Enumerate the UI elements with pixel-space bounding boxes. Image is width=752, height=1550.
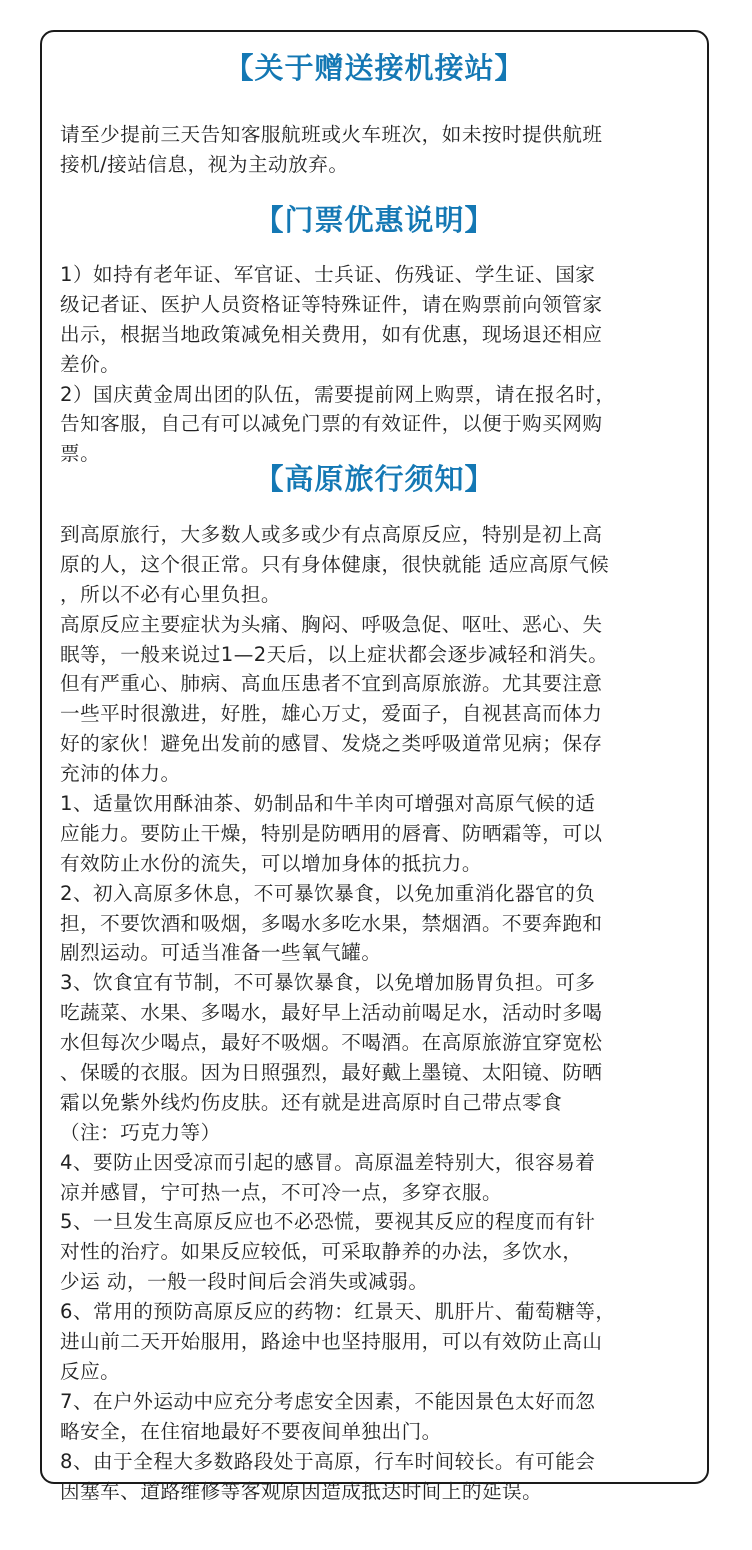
text-line: 剧烈运动。可适当准备一些氧气罐。 (60, 941, 382, 965)
text-line: （注：巧克力等） (60, 1120, 221, 1144)
text-line: 3、饮食宜有节制，不可暴饮暴食，以免增加肠胃负担。可多 (60, 971, 596, 995)
text-line: 1）如持有老年证、军官证、士兵证、伤残证、学生证、国家 (60, 263, 596, 286)
text-line: 但有严重心、肺病、高血压患者不宜到高原旅游。尤其要注意 (60, 672, 603, 696)
text-line: 接机/接站信息，视为主动放弃。 (60, 152, 349, 176)
text-line: 2、初入高原多休息，不可暴饮暴食，以免加重消化器官的负 (60, 881, 596, 905)
text-line: 对性的治疗。如果反应较低，可采取静养的办法，多饮水， (60, 1240, 583, 1264)
text-line: 好的家伙！避免出发前的感冒、发烧之类呼吸道常见病；保存 (60, 732, 603, 756)
text-line: 担，不要饮酒和吸烟，多喝水多吃水果，禁烟酒。不要奔跑和 (60, 911, 603, 935)
text-line: 2）国庆黄金周出团的队伍，需要提前网上购票，请在报名时， (60, 382, 616, 406)
text-line: 5、一旦发生高原反应也不必恐慌，要视其反应的程度而有针 (60, 1210, 596, 1234)
text-line: 进山前二天开始服用，路途中也坚持服用，可以有效防止高山 (60, 1330, 603, 1354)
text-line: 出示，根据当地政策减免相关费用，如有优惠，现场退还相应 (60, 322, 603, 346)
text-line: 8、由于全程大多数路段处于高原，行车时间较长。有可能会 (60, 1449, 596, 1473)
text-line: 眠等，一般来说过1—2天后，以上症状都会逐步减轻和消失。 (60, 642, 609, 666)
section-body-airport-pickup (60, 120, 710, 180)
text-line: 7、在户外运动中应充分考虑安全因素，不能因景色太好而忽 (60, 1389, 596, 1413)
text-line: 4、要防止因受凉而引起的感冒。高原温差特别大，很容易着 (60, 1150, 596, 1174)
text-line: 少运 动，一般一段时间后会消失或减弱。 (60, 1270, 429, 1294)
text-line: 略安全，在住宿地最好不要夜间单独出门。 (60, 1419, 442, 1443)
text-line: 凉并感冒，宁可热一点，不可冷一点，多穿衣服。 (60, 1180, 503, 1204)
text-line: 请至少提前三天告知客服航班或火车班次，如未按时提供航班 (60, 123, 603, 146)
text-line: 应能力。要防止干燥，特别是防晒用的唇膏、防晒霜等，可以 (60, 821, 603, 845)
text-line: 票。 (60, 442, 101, 466)
section-title-airport-pickup: 【关于赠送接机接站】 (224, 51, 525, 85)
text-line: 、保暖的衣服。因为日照强烈，最好戴上墨镜、太阳镜、防晒 (60, 1061, 603, 1085)
text-line: 反应。 (60, 1359, 121, 1383)
text-line: 告知客服，自己有可以减免门票的有效证件，以便于购买网购 (60, 412, 603, 436)
section-body-ticket-discount (60, 260, 710, 469)
text-line: 充沛的体力。 (60, 762, 181, 786)
text-line: 原的人，这个很正常。只有身体健康，很快就能 适应高原气候 (60, 552, 610, 576)
notice-card (40, 30, 709, 1503)
text-line: 差价。 (60, 352, 121, 376)
text-line: 级记者证、医护人员资格证等特殊证件，请在购票前向领管家 (60, 292, 603, 316)
text-line: 水但每次少喝点，最好不吸烟。不喝酒。在高原旅游宜穿宽松 (60, 1031, 603, 1055)
text-line: ，所以不必有心里负担。 (60, 582, 282, 606)
text-line: 霜以免紫外线灼伤皮肤。还有就是进高原时自己带点零食 (60, 1090, 563, 1114)
section-title-ticket-discount: 【门票优惠说明】 (254, 203, 495, 237)
text-line: 吃蔬菜、水果、多喝水，最好早上活动前喝足水，活动时多喝 (60, 1001, 603, 1025)
section-title-plateau-travel: 【高原旅行须知】 (254, 462, 495, 496)
section-body-plateau-travel (60, 520, 710, 1506)
text-line: 6、常用的预防高原反应的药物：红景天、肌肝片、葡萄糖等， (60, 1300, 616, 1324)
text-line: 一些平时很激进，好胜，雄心万丈，爱面子，自视甚高而体力 (60, 702, 603, 726)
text-line: 1、适量饮用酥油茶、奶制品和牛羊肉可增强对高原气候的适 (60, 792, 596, 816)
text-line: 高原反应主要症状为头痛、胸闷、呼吸急促、呕吐、恶心、失 (60, 612, 603, 636)
text-line: 到高原旅行，大多数人或多或少有点高原反应，特别是初上高 (60, 523, 603, 546)
text-line: 有效防止水份的流失，可以增加身体的抵抗力。 (60, 851, 482, 875)
text-line: 因塞车、道路维修等客观原因造成抵达时间上的延误。 (60, 1479, 543, 1503)
